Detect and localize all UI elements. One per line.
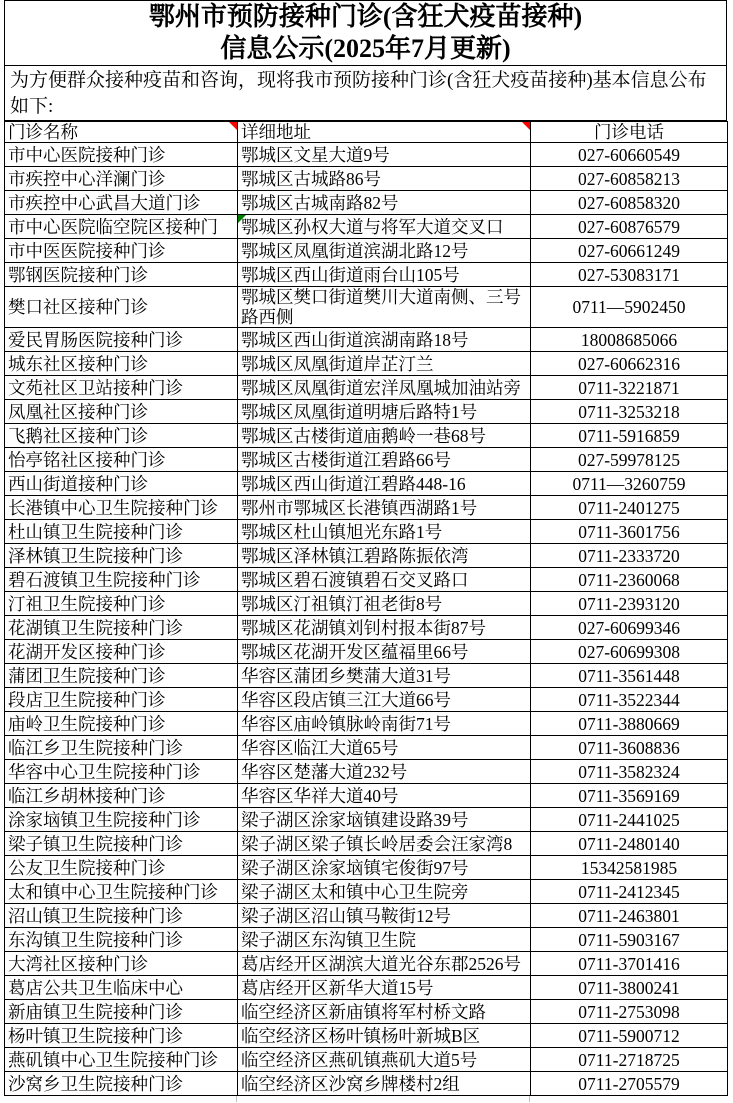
green-fill-marker-icon xyxy=(238,215,246,223)
clinic-phone-cell: 0711-3253218 xyxy=(531,400,728,424)
table-row xyxy=(5,568,728,592)
clinic-address-cell xyxy=(238,544,531,568)
clinic-address-cell xyxy=(238,448,531,472)
clinic-phone-cell: 0711-2333720 xyxy=(531,544,728,568)
clinic-address-cell xyxy=(238,856,531,880)
clinic-name-cell: 蒲团卫生院接种门诊 xyxy=(5,664,238,688)
table-row xyxy=(5,952,728,976)
clinic-name-cell: 东沟镇卫生院接种门诊 xyxy=(5,928,238,952)
clinic-phone-cell: 0711-3800241 xyxy=(531,976,728,1000)
table-row xyxy=(5,424,728,448)
clinic-phone-cell: 0711-3221871 xyxy=(531,376,728,400)
table-row xyxy=(5,832,728,856)
clinic-name-cell: 城东社区接种门诊 xyxy=(5,352,238,376)
clinic-name-cell: 樊口社区接种门诊 xyxy=(5,287,238,328)
table-row xyxy=(5,400,728,424)
clinic-name-cell: 市疾控中心武昌大道门诊 xyxy=(5,191,238,215)
clinic-address-text: 鄂城区古城南路82号 xyxy=(241,192,399,213)
clinic-address-cell xyxy=(238,808,531,832)
clinic-phone-cell: 0711-2705579 xyxy=(531,1072,728,1096)
clinic-name-cell: 文苑社区卫站接种门诊 xyxy=(5,376,238,400)
clinic-address-text: 鄂城区樊口街道樊川大道南侧、三号路西侧 xyxy=(241,287,521,328)
clinic-address-text: 鄂州市鄂城区长港镇西湖路1号 xyxy=(241,497,478,518)
clinic-phone-cell: 0711-2360068 xyxy=(531,568,728,592)
clinic-address-cell xyxy=(238,263,531,287)
table-row xyxy=(5,1048,728,1072)
clinic-name-cell: 华容中心卫生院接种门诊 xyxy=(5,760,238,784)
table-row xyxy=(5,760,728,784)
clinic-name-cell: 泽林镇卫生院接种门诊 xyxy=(5,544,238,568)
clinic-phone-cell: 027-60661249 xyxy=(531,239,728,263)
table-row xyxy=(5,1024,728,1048)
clinic-address-cell xyxy=(238,712,531,736)
clinic-phone-cell: 0711—3260759 xyxy=(531,472,728,496)
table-row xyxy=(5,472,728,496)
clinic-address-text: 临空经济区杨叶镇杨叶新城B区 xyxy=(241,1025,481,1046)
table-row xyxy=(5,808,728,832)
clinic-address-cell xyxy=(238,664,531,688)
clinic-name-cell: 怡亭铭社区接种门诊 xyxy=(5,448,238,472)
table-row xyxy=(5,496,728,520)
clinic-phone-cell: 027-60858213 xyxy=(531,167,728,191)
comment-marker-icon xyxy=(522,122,530,130)
clinic-phone-cell: 027-59978125 xyxy=(531,448,728,472)
clinic-address-cell xyxy=(238,760,531,784)
table-row xyxy=(5,352,728,376)
clinic-address-text: 鄂城区西山街道雨台山105号 xyxy=(241,264,460,285)
clinic-address-cell xyxy=(238,400,531,424)
clinic-name-cell: 爱民胃肠医院接种门诊 xyxy=(5,328,238,352)
clinic-name-cell: 杨叶镇卫生院接种门诊 xyxy=(5,1024,238,1048)
clinic-address-cell xyxy=(238,616,531,640)
clinic-address-cell xyxy=(238,568,531,592)
table-row xyxy=(5,640,728,664)
clinic-address-text: 鄂城区古楼街道江碧路66号 xyxy=(241,449,451,470)
clinic-address-text: 鄂城区古城路86号 xyxy=(241,168,381,189)
clinic-address-text: 鄂城区凤凰街道明塘后路特1号 xyxy=(241,401,478,422)
clinic-phone-cell: 0711—5902450 xyxy=(531,287,728,328)
clinic-name-cell: 葛店公共卫生临床中心 xyxy=(5,976,238,1000)
clinic-table-body xyxy=(5,143,728,1096)
clinic-address-text: 葛店经开区新华大道15号 xyxy=(241,977,434,998)
clinic-address-cell xyxy=(238,376,531,400)
table-row xyxy=(5,664,728,688)
table-row xyxy=(5,1000,728,1024)
clinic-address-text: 临空经济区沙窝乡牌楼村2组 xyxy=(241,1073,460,1094)
table-row xyxy=(5,167,728,191)
clinic-address-text: 鄂城区凤凰街道宏洋凤凰城加油站旁 xyxy=(241,377,521,398)
clinic-address-text: 华容区临江大道65号 xyxy=(241,737,399,758)
clinic-address-text: 梁子湖区东沟镇卫生院 xyxy=(241,929,416,950)
clinic-address-text: 梁子湖区涂家垴镇宅俊街97号 xyxy=(241,857,469,878)
clinic-name-cell: 大湾社区接种门诊 xyxy=(5,952,238,976)
table-row xyxy=(5,880,728,904)
clinic-name-cell: 杜山镇卫生院接种门诊 xyxy=(5,520,238,544)
clinic-name-cell: 碧石渡镇卫生院接种门诊 xyxy=(5,568,238,592)
table-header-row xyxy=(5,122,728,143)
clinic-address-cell xyxy=(238,1024,531,1048)
clinic-name-cell: 临江乡胡林接种门诊 xyxy=(5,784,238,808)
clinic-address-text: 鄂城区杜山镇旭光东路1号 xyxy=(241,521,443,542)
clinic-name-cell: 市中心医院接种门诊 xyxy=(5,143,238,167)
clinic-address-text: 梁子湖区太和镇中心卫生院旁 xyxy=(241,881,469,902)
table-row xyxy=(5,215,728,239)
clinic-address-cell xyxy=(238,215,531,239)
clinic-address-text: 鄂城区文星大道9号 xyxy=(241,144,390,165)
table-row xyxy=(5,239,728,263)
clinic-phone-cell: 0711-5900712 xyxy=(531,1024,728,1048)
clinic-name-cell: 长港镇中心卫生院接种门诊 xyxy=(5,496,238,520)
clinic-phone-cell: 0711-3561448 xyxy=(531,664,728,688)
clinic-name-cell: 临江乡卫生院接种门诊 xyxy=(5,736,238,760)
clinic-address-text: 华容区庙岭镇脉岭南街71号 xyxy=(241,713,451,734)
clinic-name-cell: 市中心医院临空院区接种门 xyxy=(5,215,238,239)
clinic-phone-cell: 0711-2393120 xyxy=(531,592,728,616)
clinic-address-cell xyxy=(238,640,531,664)
header-address-label: 详细地址 xyxy=(241,122,311,142)
clinic-address-cell xyxy=(238,424,531,448)
clinic-address-text: 鄂城区花湖开发区蕴福里66号 xyxy=(241,641,469,662)
clinic-address-cell xyxy=(238,1048,531,1072)
clinic-name-cell: 燕矶镇中心卫生院接种门诊 xyxy=(5,1048,238,1072)
clinic-name-cell: 花湖开发区接种门诊 xyxy=(5,640,238,664)
clinic-address-cell xyxy=(238,976,531,1000)
clinic-address-cell xyxy=(238,928,531,952)
clinic-address-cell xyxy=(238,191,531,215)
clinic-phone-cell: 0711-2463801 xyxy=(531,904,728,928)
clinic-phone-cell: 0711-2753098 xyxy=(531,1000,728,1024)
clinic-phone-cell: 0711-3569169 xyxy=(531,784,728,808)
clinic-address-text: 华容区楚藩大道232号 xyxy=(241,761,408,782)
clinic-phone-cell: 0711-2480140 xyxy=(531,832,728,856)
clinic-address-text: 华容区段店镇三江大道66号 xyxy=(241,689,451,710)
clinic-phone-cell: 0711-3522344 xyxy=(531,688,728,712)
clinic-address-cell xyxy=(238,880,531,904)
table-row xyxy=(5,520,728,544)
header-phone xyxy=(531,122,728,143)
table-row xyxy=(5,328,728,352)
table-row xyxy=(5,143,728,167)
clinic-address-text: 华容区华祥大道40号 xyxy=(241,785,399,806)
clinic-name-cell: 新庙镇卫生院接种门诊 xyxy=(5,1000,238,1024)
clinic-phone-cell: 0711-2401275 xyxy=(531,496,728,520)
page-title-line2: 信息公示(2025年7月更新) xyxy=(220,34,511,63)
clinic-name-cell: 市疾控中心洋澜门诊 xyxy=(5,167,238,191)
header-phone-label: 门诊电话 xyxy=(594,122,664,142)
clinic-name-cell: 西山街道接种门诊 xyxy=(5,472,238,496)
table-row xyxy=(5,544,728,568)
clinic-phone-cell: 027-60858320 xyxy=(531,191,728,215)
clinic-phone-cell: 027-60660549 xyxy=(531,143,728,167)
clinic-address-cell xyxy=(238,784,531,808)
clinic-address-cell xyxy=(238,472,531,496)
clinic-name-cell: 沼山镇卫生院接种门诊 xyxy=(5,904,238,928)
clinic-phone-cell: 15342581985 xyxy=(531,856,728,880)
gridline-continuation xyxy=(4,1096,727,1102)
clinic-table xyxy=(4,121,728,1096)
clinic-phone-cell: 0711-2718725 xyxy=(531,1048,728,1072)
clinic-name-cell: 公友卫生院接种门诊 xyxy=(5,856,238,880)
table-row xyxy=(5,856,728,880)
clinic-name-cell: 沙窝乡卫生院接种门诊 xyxy=(5,1072,238,1096)
clinic-address-text: 鄂城区西山街道江碧路448-16 xyxy=(241,473,466,494)
clinic-name-cell: 鄂钢医院接种门诊 xyxy=(5,263,238,287)
clinic-address-cell xyxy=(238,143,531,167)
clinic-address-cell xyxy=(238,167,531,191)
clinic-name-cell: 太和镇中心卫生院接种门诊 xyxy=(5,880,238,904)
clinic-address-cell xyxy=(238,328,531,352)
clinic-name-cell: 花湖镇卫生院接种门诊 xyxy=(5,616,238,640)
clinic-address-cell xyxy=(238,688,531,712)
clinic-phone-cell: 027-60662316 xyxy=(531,352,728,376)
table-row xyxy=(5,904,728,928)
clinic-name-cell: 市中医医院接种门诊 xyxy=(5,239,238,263)
clinic-phone-cell: 0711-2412345 xyxy=(531,880,728,904)
clinic-phone-cell: 0711-3880669 xyxy=(531,712,728,736)
clinic-address-cell xyxy=(238,1000,531,1024)
page-title xyxy=(4,0,727,66)
table-row xyxy=(5,287,728,328)
clinic-phone-cell: 027-60876579 xyxy=(531,215,728,239)
clinic-address-text: 鄂城区泽林镇江碧路陈振依湾 xyxy=(241,545,469,566)
clinic-address-cell xyxy=(238,1072,531,1096)
table-row xyxy=(5,736,728,760)
clinic-phone-cell: 0711-5916859 xyxy=(531,424,728,448)
clinic-name-cell: 涂家垴镇卫生院接种门诊 xyxy=(5,808,238,832)
clinic-address-text: 梁子湖区涂家垴镇建设路39号 xyxy=(241,809,469,830)
notice-sheet xyxy=(4,0,727,1102)
clinic-address-text: 临空经济区新庙镇将军村桥文路 xyxy=(241,1001,486,1022)
table-row xyxy=(5,448,728,472)
table-row xyxy=(5,928,728,952)
header-clinic-name xyxy=(5,122,238,143)
clinic-address-cell xyxy=(238,952,531,976)
clinic-address-text: 临空经济区燕矶镇燕矶大道5号 xyxy=(241,1049,478,1070)
clinic-address-text: 鄂城区古楼街道庙鹅岭一巷68号 xyxy=(241,425,486,446)
clinic-address-text: 鄂城区花湖镇刘钊村报本街87号 xyxy=(241,617,486,638)
table-row xyxy=(5,616,728,640)
clinic-phone-cell: 0711-3701416 xyxy=(531,952,728,976)
table-row xyxy=(5,976,728,1000)
table-row xyxy=(5,263,728,287)
table-row xyxy=(5,1072,728,1096)
clinic-phone-cell: 0711-2441025 xyxy=(531,808,728,832)
clinic-address-cell xyxy=(238,352,531,376)
page-title-line1: 鄂州市预防接种门诊(含狂犬疫苗接种) xyxy=(148,2,583,32)
clinic-address-cell xyxy=(238,904,531,928)
clinic-phone-cell: 027-53083171 xyxy=(531,263,728,287)
clinic-name-cell: 凤凰社区接种门诊 xyxy=(5,400,238,424)
clinic-name-cell: 段店卫生院接种门诊 xyxy=(5,688,238,712)
clinic-name-cell: 飞鹅社区接种门诊 xyxy=(5,424,238,448)
clinic-address-cell xyxy=(238,239,531,263)
clinic-address-cell xyxy=(238,592,531,616)
clinic-address-cell xyxy=(238,496,531,520)
clinic-phone-cell: 18008685066 xyxy=(531,328,728,352)
header-clinic-name-label: 门诊名称 xyxy=(8,122,78,142)
clinic-address-text: 梁子湖区梁子镇长岭居委会汪家湾8 xyxy=(241,833,513,854)
table-row xyxy=(5,191,728,215)
clinic-name-cell: 梁子镇卫生院接种门诊 xyxy=(5,832,238,856)
clinic-address-text: 鄂城区凤凰街道岸芷汀兰 xyxy=(241,353,434,374)
clinic-phone-cell: 0711-3601756 xyxy=(531,520,728,544)
clinic-address-text: 梁子湖区沼山镇马鞍街12号 xyxy=(241,905,451,926)
table-row xyxy=(5,376,728,400)
clinic-name-cell: 庙岭卫生院接种门诊 xyxy=(5,712,238,736)
clinic-address-cell xyxy=(238,520,531,544)
intro-paragraph: 为方便群众接种疫苗和咨询，现将我市预防接种门诊(含狂犬疫苗接种)基本信息公布如下: xyxy=(4,66,727,121)
table-row xyxy=(5,712,728,736)
gridline-segment xyxy=(236,1096,237,1102)
clinic-phone-cell: 0711-3608836 xyxy=(531,736,728,760)
clinic-address-cell xyxy=(238,736,531,760)
comment-marker-icon xyxy=(229,122,237,130)
table-row xyxy=(5,592,728,616)
clinic-address-text: 华容区蒲团乡樊蒲大道31号 xyxy=(241,665,451,686)
clinic-address-text: 鄂城区汀祖镇汀祖老街8号 xyxy=(241,593,443,614)
clinic-address-text: 鄂城区孙权大道与将军大道交叉口 xyxy=(241,216,504,237)
clinic-phone-cell: 0711-5903167 xyxy=(531,928,728,952)
table-row xyxy=(5,784,728,808)
clinic-address-text: 鄂城区碧石渡镇碧石交叉路口 xyxy=(241,569,469,590)
clinic-address-text: 葛店经开区湖滨大道光谷东郡2526号 xyxy=(241,953,521,974)
clinic-name-cell: 汀祖卫生院接种门诊 xyxy=(5,592,238,616)
clinic-phone-cell: 0711-3582324 xyxy=(531,760,728,784)
table-row xyxy=(5,688,728,712)
gridline-segment xyxy=(529,1096,530,1102)
clinic-address-cell xyxy=(238,832,531,856)
clinic-phone-cell: 027-60699308 xyxy=(531,640,728,664)
clinic-address-text: 鄂城区西山街道滨湖南路18号 xyxy=(241,329,469,350)
clinic-phone-cell: 027-60699346 xyxy=(531,616,728,640)
clinic-address-cell xyxy=(238,287,531,328)
clinic-address-text: 鄂城区凤凰街道滨湖北路12号 xyxy=(241,240,469,261)
header-address xyxy=(238,122,531,143)
